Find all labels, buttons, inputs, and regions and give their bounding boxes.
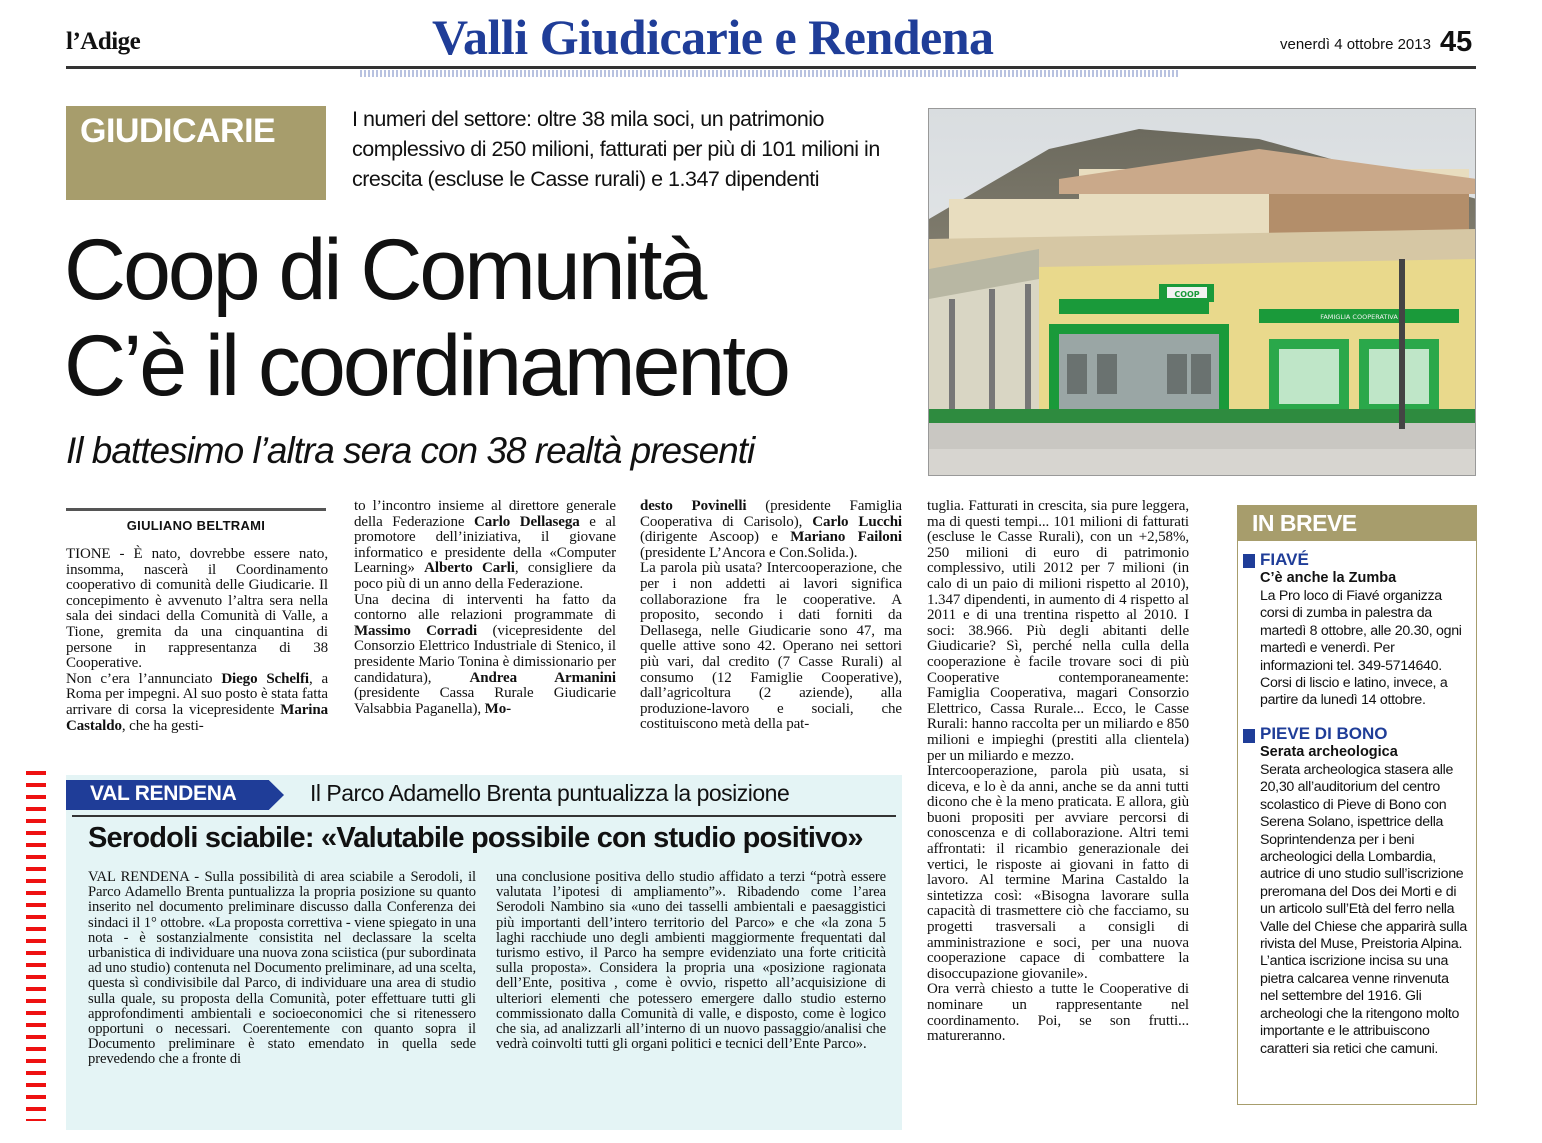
- article-column-4: [927, 499, 1189, 1045]
- brief-place: PIEVE DI BONO: [1260, 724, 1388, 743]
- brief-headline: C’è anche la Zumba: [1260, 570, 1397, 586]
- issue-date: venerdì 4 ottobre 2013: [1280, 36, 1431, 53]
- paragraph: to l’incontro insieme al direttore generale della Federazione Carlo Dellasega e al promotore dell’iniziativa, il giovane informatico e presidente della «Computer Learning» Alberto Carli, consigliere da poco più di un anno della Federazione.: [354, 498, 616, 592]
- article-column-3: [640, 499, 902, 733]
- coop-sign: COOP: [1174, 290, 1200, 299]
- box-kicker: Il Parco Adamello Brenta puntualizza la posizione: [310, 780, 790, 806]
- brief-place: FIAVÉ: [1260, 550, 1309, 569]
- article-photo: [928, 108, 1476, 476]
- brief-headline: Serata archeologica: [1260, 744, 1398, 760]
- box-column-1: VAL RENDENA - Sulla possibilità di area sciabile a Serodoli, il Parco Adamello Brenta puntualizza la propria posizione su quanto inserito nel documento preliminare discusso dalla Conferenza dei sindaci il 1° ottobre. «La proposta correttiva - viene spiegato in una nota - è sostanzialmente consistita nel declassare la scelta urbanistica di individuare una nuova zona sciistica (pur subordinata ad uno studio) contenuta nel Documento preliminare, ad una scelta, questa sì condivisibile dal Parco, di individuare una area di studio sulla quale, su proposta della Comunità, poter effettuare tutti gli approfondimenti ambientali e socioeconomici che si ritenessero opportuni o necessari. Coerentemente con quanto sopra il Documento preliminare è stato emendato in quella sede prevedendo che a fronte di: [88, 869, 476, 1068]
- brief-marker-icon: [1243, 729, 1255, 743]
- paragraph: TIONE - È nato, dovrebbe essere nato, insomma, nascerà il Coordinamento cooperativo di comunità delle Giudicarie. Il concepimento è avvenuto l’altra sera nella sala dei sindaci della Comunità di Valle, a Tione, gremita da una cinquantina di persone in rappresentanza di 38 Cooperative.: [66, 546, 328, 672]
- paragraph: Una decina di interventi ha fatto da contorno alle relazioni programmate di Massimo Corradi (vicepresidente del Consorzio Elettrico Industriale di Stenico, il presidente Mario Tonina è dimissionario per candidatura), Andrea Armanini (presidente Cassa Rurale Giudicarie Valsabbia Paganella), Mo-: [354, 591, 616, 717]
- article-column-2: [354, 499, 616, 717]
- brief-body: La Pro loco di Fiavé organizza corsi di zumba in palestra da martedì 8 ottobre, alle 20.30, ogni martedì e venerdì. Per informazioni tel. 349-5714640. Corsi di liscio e latino, invece, a partire da lunedì 14 ottobre.: [1260, 588, 1462, 709]
- header-rule: [66, 66, 1476, 69]
- byline-rule: [66, 508, 326, 511]
- headline-line-2: C’è il coordinamento: [64, 318, 788, 414]
- headline-line-1: Coop di Comunità: [64, 222, 705, 318]
- paragraph: La parola più usata? Intercooperazione, che per i non addetti ai lavori significa collaborazione fra le cooperative. A proposito, secondo i dati forniti da Dellasega, nelle Giudicarie sono 47, ma quelle attive sono 42. Operano nei settori più vari, dal credito (7 Casse Rurali) al consumo (12 Famiglie Cooperative), dall’agricoltura (2 aziende), alla produzione-lavoro e sociali, che costituiscono metà della pat-: [640, 560, 902, 733]
- paragraph: tuglia. Fatturati in crescita, sia pure leggera, ma di questi tempi... 101 milioni di fatturati (escluse le Casse Rurali), con un +2,58%, 250 milioni di euro di patrimonio complessivo, utili 2012 per 7 milioni (in calo di un paio di milioni rispetto al 2010), 1.347 dipendenti, in aumento di 4 rispetto al 2011 e di una trentina rispetto al 2010. I soci: 38.966. Più degli abitanti delle Giudicarie? Sì, perché nella culla della cooperazione è facile trovare soci di più Cooperative contemporaneamente: Famiglia Cooperativa, magari Consorzio Elettrico, Cassa Rurale... Ecco, le Casse Rurali: hanno raccolta per un miliardo e 850 milioni e impieghi (prestiti alla clientela) per un miliardo e mezzo.: [927, 498, 1189, 764]
- section-title: Valli Giudicarie e Rendena: [432, 9, 994, 65]
- page-number: 45: [1440, 26, 1473, 58]
- box-tag-label: VAL RENDENA: [90, 782, 237, 805]
- box-rule: [72, 815, 896, 817]
- byline: GIULIANO BELTRAMI: [126, 518, 266, 533]
- article-column-1: [66, 547, 328, 734]
- article-summary: I numeri del settore: oltre 38 mila soci, un patrimonio complessivo di 250 milioni, fatturati per più di 101 milioni in crescita (escluse le Casse rurali) e 1.347 dipendenti: [352, 107, 880, 191]
- subheadline: Il battesimo l’altra sera con 38 realtà presenti: [66, 430, 755, 471]
- header-stripe: [360, 70, 1180, 77]
- brief-body: Serata archeologica stasera alle 20,30 all’auditorium del centro scolastico di Pieve di Bono con Serena Solano, ispettrice della Soprintendenza per i beni archeologici della Lombardia, autrice di uno studio sull’iscrizione preromana del Dos dei Morti e di un articolo sull’Età del ferro nella Valle del Chiese che apparirà sulla rivista del Muse, Preistoria Alpina. L’antica iscrizione incisa su una pietra calcarea venne rinvenuta nel settembre del 1916. Gli archeologi che la ritengono molto importante e le attribuiscono caratteri sia retici che camuni.: [1260, 762, 1467, 1057]
- marker-stripe: [26, 771, 46, 1121]
- brief-title: IN BREVE: [1252, 510, 1357, 536]
- kicker-label: GIUDICARIE: [80, 112, 276, 150]
- headline: [64, 222, 788, 414]
- paragraph: Intercooperazione, parola più usata, si diceva, e lo è da anni, anche se da anni tutti dicono che è la meno praticata. E allora, giù buoni propositi per avviare percorsi di conoscenza e di collaborazione. Altri temi affrontati: il ricambio generazionale dei vertici, le risposte ai giovani in fatto di lavoro. Al termine Marina Castaldo la sintetizza così: «Bisogna lavorare sulla capacità di trasmettere ciò che facciamo, su progetti trasversali a consigli di amministrazione e soci, per una nuova cooperazione capace di combattere la disoccupazione giovanile».: [927, 763, 1189, 982]
- box-column-2: una conclusione positiva dello studio affidato a terzi “potrà essere valutata l’ipotesi di ampliamento”». Ribadendo come l’area Serodoli Nambino sia «uno dei tasselli ambientali e paesaggistici più importanti dell’intero territorio del Parco» e che «la zona 5 laghi racchiude uno degli ambienti maggiormente frequentati dal turismo estivo, il Parco ha sempre evidenziato una forte criticità sulla proposta». Considera la propria una «posizione ragionata dell’Ente, positiva , come è ovvio, rispetto all’acquisizione di ulteriori elementi che potessero emergere dallo studio esterno commissionato dalla Comunità di valle, e disposto, come è logico che sia, ad analizzarli all’interno di un nuovo passaggio/analisi che vedrà coinvolti tutti gli organi politici e tecnici dell’Ente Parco».: [496, 869, 886, 1053]
- brief-marker-icon: [1243, 554, 1255, 568]
- paragraph: desto Povinelli (presidente Famiglia Cooperativa di Carisolo), Carlo Lucchi (dirigente Ascoop) e Mariano Failoni (presidente L’Ancora e Con.Solida.).: [640, 498, 902, 561]
- paragraph: Ora verrà chiesto a tutte le Cooperative di nominare un rappresentante nel coordinamento. Poi, se son frutti... matureranno.: [927, 981, 1189, 1045]
- coop-banner: FAMIGLIA COOPERATIVA: [1320, 313, 1398, 321]
- box-title: Serodoli sciabile: «Valutabile possibile con studio positivo»: [88, 822, 863, 854]
- paragraph: Non c’era l’annunciato Diego Schelfi, a Roma per impegni. Al suo posto è stata fatta arrivare di corsa la vicepresidente Marina Castaldo, che ha gesti-: [66, 670, 329, 734]
- paper-name: l’Adige: [66, 28, 141, 55]
